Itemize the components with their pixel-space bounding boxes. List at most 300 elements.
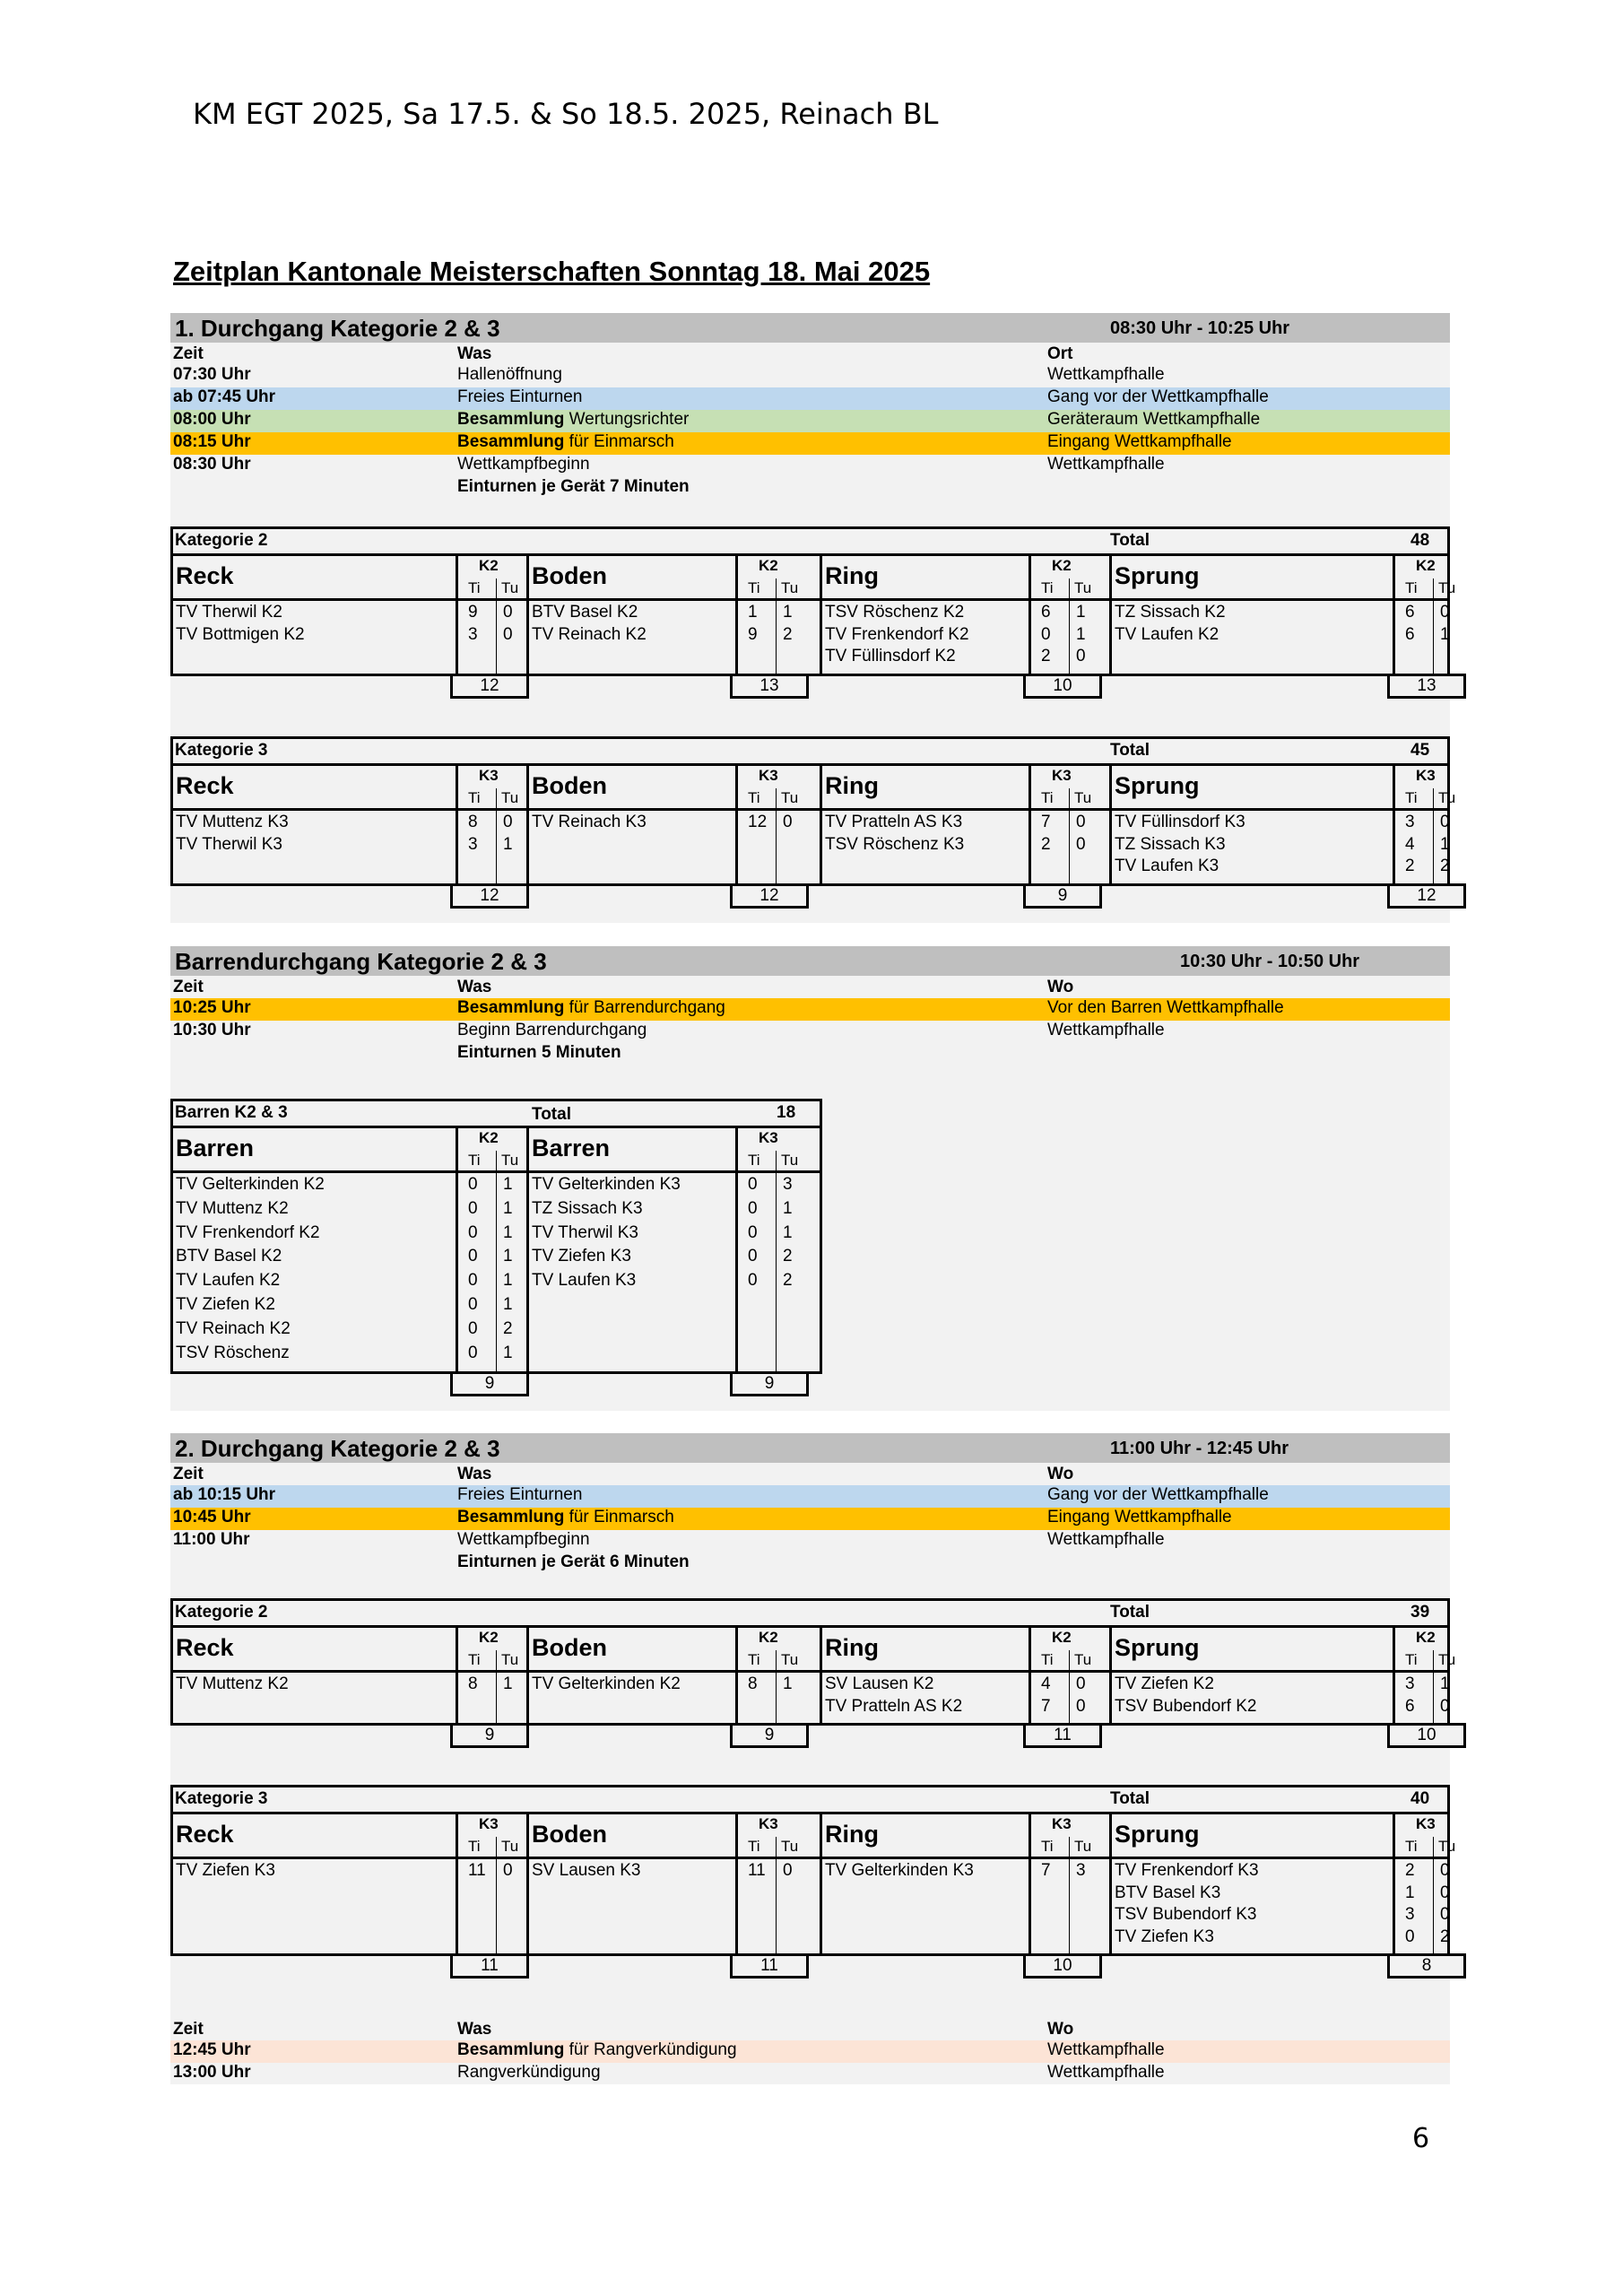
apparatus-sum-value: 11	[1054, 1726, 1072, 1744]
row-time: ab 10:15 Uhr	[173, 1485, 276, 1504]
divider	[735, 763, 738, 883]
schedule-row	[170, 410, 1450, 432]
team-ti: 11	[748, 1861, 766, 1880]
tu-label: Tu	[781, 1152, 799, 1169]
team-tu: 1	[503, 834, 513, 854]
section-1-panel	[170, 313, 1456, 923]
team-tu: 1	[1076, 603, 1086, 622]
team-ti: 4	[1405, 834, 1415, 854]
row-activity-text: für Rangverkündigung	[564, 2040, 737, 2059]
row-location: Eingang Wettkampfhalle	[1047, 432, 1232, 451]
apparatus-sum	[1387, 1953, 1466, 1979]
team-ti: 0	[1405, 1926, 1415, 1946]
divider	[173, 763, 1447, 766]
apparatus-category: K2	[1052, 1629, 1072, 1646]
team-tu: 1	[783, 1198, 793, 1218]
team-tu: 1	[783, 603, 793, 622]
apparatus-sum	[730, 883, 809, 909]
schedule-row	[170, 998, 1450, 1021]
row-time: 12:45 Uhr	[173, 2040, 251, 2059]
apparatus-name: Reck	[176, 1821, 234, 1848]
apparatus-sum	[450, 883, 529, 909]
section-time: 11:00 Uhr - 12:45 Uhr	[1110, 1439, 1289, 1458]
team-tu: 0	[1076, 813, 1086, 831]
row-time: 08:30 Uhr	[173, 455, 251, 474]
total-value: 45	[1410, 741, 1430, 760]
team-name: TV Reinach K2	[532, 624, 647, 644]
apparatus-name: Barren	[532, 1135, 611, 1161]
team-ti: 6	[1405, 624, 1415, 644]
divider	[173, 808, 1447, 811]
row-time: 10:25 Uhr	[173, 998, 251, 1017]
team-ti: 9	[748, 624, 758, 644]
divider	[820, 1625, 822, 1723]
team-ti: 0	[748, 1271, 758, 1291]
row-activity-text: Freies Einturnen	[457, 1485, 583, 1504]
team-ti: 0	[748, 1198, 758, 1218]
apparatus-category: K3	[479, 767, 499, 784]
team-tu: 1	[783, 1222, 793, 1242]
team-ti: 2	[1405, 1861, 1415, 1880]
schedule-row	[170, 1530, 1450, 1552]
apparatus-sum	[450, 1723, 529, 1748]
ti-label: Ti	[748, 1152, 760, 1169]
apparatus-name: Boden	[532, 562, 607, 589]
team-name: TSV Röschenz K2	[825, 603, 965, 622]
team-tu: 1	[503, 1222, 513, 1242]
team-ti: 9	[468, 603, 478, 622]
apparatus-sum	[1387, 674, 1466, 699]
apparatus-sum-value: 11	[760, 1956, 778, 1975]
team-name: TZ Sissach K3	[532, 1198, 643, 1218]
team-name: TV Laufen K3	[1115, 857, 1219, 875]
category-label: Kategorie 3	[175, 1789, 268, 1808]
apparatus-sum	[450, 674, 529, 699]
total-value: 39	[1410, 1603, 1430, 1622]
team-name: TV Ziefen K3	[1115, 1926, 1214, 1946]
schedule-row	[170, 2063, 1450, 2085]
divider	[496, 1837, 497, 1953]
document-header: KM EGT 2025, Sa 17.5. & So 18.5. 2025, Reinach BL	[193, 97, 939, 131]
team-ti: 7	[1041, 813, 1051, 831]
team-tu: 1	[503, 1343, 513, 1362]
row-location: Gang vor der Wettkampfhalle	[1047, 387, 1269, 406]
team-ti: 0	[748, 1222, 758, 1242]
team-name: TV Pratteln AS K2	[825, 1696, 963, 1716]
total-label: Total	[1110, 531, 1150, 550]
tu-label: Tu	[1074, 1838, 1092, 1855]
team-tu: 2	[783, 1271, 793, 1291]
team-name: TV Füllinsdorf K3	[1115, 813, 1245, 831]
divider	[496, 1650, 497, 1723]
apparatus-category: K2	[759, 1629, 778, 1646]
row-location: Wettkampfhalle	[1047, 455, 1165, 474]
divider	[735, 1812, 738, 1953]
row-activity-text: Hallenöffnung	[457, 365, 562, 384]
team-tu: 0	[1440, 1861, 1450, 1880]
total-label: Total	[1110, 1603, 1150, 1622]
row-activity-text: Freies Einturnen	[457, 387, 583, 406]
team-tu: 0	[503, 1861, 513, 1880]
team-name: TV Pratteln AS K3	[825, 813, 963, 831]
section-2-panel	[170, 946, 1450, 1411]
row-activity	[457, 455, 590, 474]
team-name: TV Therwil K3	[176, 834, 282, 854]
col-header-ort: Ort	[1047, 344, 1073, 363]
divider	[776, 1650, 777, 1723]
ti-label: Ti	[748, 1838, 760, 1855]
tu-label: Tu	[1074, 579, 1092, 596]
apparatus-table	[170, 1785, 1456, 1956]
apparatus-name: Sprung	[1115, 562, 1200, 589]
team-name: SV Lausen K2	[825, 1674, 934, 1693]
apparatus-sum-value: 10	[1053, 675, 1072, 695]
divider	[1109, 763, 1112, 883]
apparatus-sum-value: 13	[759, 675, 779, 695]
tu-label: Tu	[781, 1838, 799, 1855]
divider	[1069, 1837, 1070, 1953]
team-ti: 0	[748, 1247, 758, 1266]
ti-label: Ti	[748, 789, 760, 806]
section-band	[170, 946, 1450, 976]
team-ti: 0	[468, 1295, 478, 1314]
team-tu: 0	[503, 624, 513, 644]
team-tu: 0	[783, 1861, 793, 1880]
divider	[173, 553, 1447, 556]
divider	[173, 1670, 1447, 1673]
apparatus-sum	[1023, 674, 1102, 699]
ti-label: Ti	[468, 1838, 481, 1855]
schedule-row	[170, 432, 1450, 455]
ti-label: Ti	[1405, 1838, 1418, 1855]
apparatus-sum-value: 12	[480, 885, 499, 905]
divider	[496, 788, 497, 883]
team-ti: 2	[1041, 647, 1051, 665]
schedule-row	[170, 365, 1450, 387]
barren-label: Barren K2 & 3	[175, 1103, 288, 1122]
divider	[173, 1625, 1447, 1628]
team-tu: 0	[1076, 834, 1086, 854]
team-ti: 2	[1405, 857, 1415, 875]
barren-table	[170, 1099, 822, 1374]
team-tu: 0	[1440, 1905, 1450, 1924]
divider	[1109, 1812, 1112, 1953]
ti-label: Ti	[1405, 579, 1418, 596]
divider	[1069, 788, 1070, 883]
ti-label: Ti	[1405, 1651, 1418, 1668]
divider	[776, 1837, 777, 1953]
category-label: Kategorie 2	[175, 531, 268, 550]
apparatus-category: K3	[1416, 767, 1436, 784]
row-location: Wettkampfhalle	[1047, 2040, 1165, 2059]
col-header-was: Was	[457, 1465, 492, 1483]
team-ti: 8	[468, 1674, 478, 1693]
divider	[776, 788, 777, 883]
row-activity	[457, 1530, 590, 1550]
divider	[1028, 1625, 1031, 1723]
divider	[173, 1126, 820, 1128]
section-3-panel	[170, 1433, 1456, 2082]
apparatus-sum-value: 12	[480, 675, 499, 695]
apparatus-sum-value: 12	[1417, 885, 1436, 905]
row-activity	[457, 998, 725, 1018]
divider	[1028, 553, 1031, 674]
team-tu: 0	[1076, 1674, 1086, 1693]
apparatus-sum-value: 9	[484, 1726, 495, 1744]
team-tu: 0	[503, 813, 513, 831]
tu-label: Tu	[501, 579, 519, 596]
team-ti: 0	[468, 1343, 478, 1362]
divider	[526, 763, 529, 883]
team-tu: 1	[503, 1674, 513, 1693]
tu-label: Tu	[1438, 579, 1456, 596]
row-activity-text: für Barrendurchgang	[564, 998, 725, 1017]
apparatus-sum	[450, 1371, 529, 1396]
team-name: TV Füllinsdorf K2	[825, 647, 956, 665]
divider	[776, 1151, 777, 1371]
col-header-ort: Wo	[1047, 978, 1074, 996]
team-tu: 2	[1440, 857, 1450, 875]
team-ti: 0	[468, 1318, 478, 1338]
team-name: TV Ziefen K3	[176, 1861, 275, 1880]
section-band	[170, 313, 1450, 343]
team-tu: 0	[1440, 1696, 1450, 1716]
team-tu: 0	[503, 603, 513, 622]
apparatus-sum	[730, 674, 809, 699]
team-name: TV Muttenz K2	[176, 1198, 289, 1218]
row-activity	[457, 1485, 582, 1505]
team-name: BTV Basel K3	[1115, 1883, 1221, 1902]
divider	[1393, 1625, 1395, 1723]
row-time: ab 07:45 Uhr	[173, 387, 276, 406]
team-ti: 0	[1041, 624, 1051, 644]
apparatus-category: K3	[759, 1815, 778, 1832]
team-tu: 1	[503, 1198, 513, 1218]
team-name: TV Therwil K3	[532, 1222, 638, 1242]
row-time: 11:00 Uhr	[173, 1530, 250, 1549]
schedule-row	[170, 1485, 1450, 1508]
page-title: Zeitplan Kantonale Meisterschaften Sonntag 18. Mai 2025	[173, 256, 931, 287]
team-name: TV Therwil K2	[176, 603, 282, 622]
team-name: TV Muttenz K2	[176, 1674, 289, 1693]
tu-label: Tu	[501, 1838, 519, 1855]
divider	[173, 1812, 1447, 1814]
team-name: TV Gelterkinden K3	[532, 1175, 681, 1194]
team-name: TZ Sissach K3	[1115, 834, 1226, 854]
apparatus-sum-value: 10	[1417, 1726, 1436, 1744]
team-ti: 0	[468, 1271, 478, 1291]
tu-label: Tu	[1074, 1651, 1092, 1668]
section-title: Barrendurchgang Kategorie 2 & 3	[175, 948, 547, 975]
apparatus-name: Ring	[825, 1634, 879, 1661]
divider	[1433, 1837, 1434, 1953]
col-header-zeit: Zeit	[173, 978, 204, 996]
divider	[1028, 1812, 1031, 1953]
ti-label: Ti	[468, 1651, 481, 1668]
apparatus-table	[170, 736, 1456, 886]
row-time: 13:00 Uhr	[173, 2063, 251, 2082]
tu-label: Tu	[501, 789, 519, 806]
apparatus-sum-value: 9	[484, 1374, 495, 1394]
apparatus-name: Reck	[176, 562, 234, 589]
row-location: Wettkampfhalle	[1047, 2063, 1165, 2082]
col-header-was: Was	[457, 2020, 492, 2039]
row-activity	[457, 2063, 601, 2083]
divider	[1393, 763, 1395, 883]
row-time: 10:45 Uhr	[173, 1508, 251, 1526]
row-activity	[457, 1021, 647, 1040]
ti-label: Ti	[1041, 789, 1054, 806]
divider	[456, 1126, 458, 1371]
apparatus-table	[170, 1598, 1456, 1726]
team-ti: 2	[1041, 834, 1051, 854]
divider	[1433, 1650, 1434, 1723]
team-ti: 3	[1405, 1674, 1415, 1693]
section-4-panel	[170, 2018, 1450, 2084]
divider	[456, 1812, 458, 1953]
section-title: 1. Durchgang Kategorie 2 & 3	[175, 315, 500, 342]
row-activity-bold: Besammlung	[457, 1508, 565, 1526]
apparatus-sum-value: 9	[1057, 885, 1068, 905]
schedule-row	[170, 455, 1450, 477]
team-ti: 3	[1405, 1905, 1415, 1924]
apparatus-name: Ring	[825, 562, 879, 589]
schedule-row	[170, 2040, 1450, 2063]
ti-label: Ti	[1041, 1651, 1054, 1668]
divider	[526, 553, 529, 674]
apparatus-sum	[730, 1371, 809, 1396]
team-tu: 3	[1076, 1861, 1086, 1880]
ti-label: Ti	[468, 579, 481, 596]
schedule-row	[170, 387, 1450, 410]
tu-label: Tu	[501, 1152, 519, 1169]
total-value: 18	[777, 1103, 796, 1122]
apparatus-sum-value: 9	[764, 1726, 775, 1744]
row-location: Wettkampfhalle	[1047, 1021, 1165, 1039]
tu-label: Tu	[1438, 1838, 1456, 1855]
row-activity-bold: Besammlung	[457, 410, 565, 429]
team-name: TV Frenkendorf K3	[1115, 1861, 1259, 1880]
section-title: 2. Durchgang Kategorie 2 & 3	[175, 1435, 500, 1462]
row-location: Wettkampfhalle	[1047, 365, 1165, 384]
apparatus-sum-value: 8	[1421, 1956, 1432, 1975]
team-tu: 1	[1076, 624, 1086, 644]
divider	[1069, 578, 1070, 674]
team-tu: 1	[503, 1295, 513, 1314]
divider	[456, 553, 458, 674]
apparatus-sum-value: 12	[759, 885, 779, 905]
team-tu: 2	[783, 624, 793, 644]
team-name: TV Laufen K3	[532, 1271, 637, 1291]
row-time: 10:30 Uhr	[173, 1021, 251, 1039]
apparatus-sum	[1387, 1723, 1466, 1748]
divider	[526, 1126, 529, 1371]
total-label: Total	[1110, 1789, 1150, 1808]
team-name: TV Frenkendorf K2	[825, 624, 969, 644]
divider	[526, 1625, 529, 1723]
ti-label: Ti	[1041, 579, 1054, 596]
total-label: Total	[532, 1105, 571, 1124]
apparatus-category: K2	[759, 557, 778, 574]
apparatus-table	[170, 526, 1456, 676]
divider	[496, 578, 497, 674]
team-name: TV Ziefen K2	[176, 1295, 275, 1314]
team-name: TSV Bubendorf K2	[1115, 1696, 1257, 1716]
team-tu: 2	[783, 1247, 793, 1266]
row-location: Eingang Wettkampfhalle	[1047, 1508, 1232, 1526]
apparatus-sum-value: 13	[1417, 675, 1436, 695]
apparatus-name: Boden	[532, 1821, 607, 1848]
col-header-was: Was	[457, 978, 492, 996]
team-tu: 0	[783, 813, 793, 831]
team-ti: 6	[1041, 603, 1051, 622]
team-tu: 0	[1076, 1696, 1086, 1716]
tu-label: Tu	[501, 1651, 519, 1668]
apparatus-sum	[1023, 1953, 1102, 1979]
section-note: Einturnen je Gerät 7 Minuten	[457, 477, 690, 496]
col-header-zeit: Zeit	[173, 2020, 204, 2039]
team-tu: 1	[503, 1271, 513, 1291]
team-name: TV Muttenz K3	[176, 813, 289, 831]
row-time: 08:15 Uhr	[173, 432, 251, 451]
team-ti: 0	[468, 1222, 478, 1242]
section-band	[170, 1433, 1450, 1463]
team-ti: 7	[1041, 1861, 1051, 1880]
apparatus-name: Boden	[532, 1634, 607, 1661]
divider	[456, 763, 458, 883]
apparatus-name: Ring	[825, 1821, 879, 1848]
apparatus-category: K2	[479, 1629, 499, 1646]
divider	[735, 1625, 738, 1723]
apparatus-category: K3	[759, 1129, 778, 1146]
team-ti: 4	[1041, 1674, 1051, 1693]
team-ti: 0	[468, 1247, 478, 1266]
team-tu: 0	[1440, 1883, 1450, 1902]
row-activity-text: Wettkampfbeginn	[457, 1530, 590, 1549]
ti-label: Ti	[468, 1152, 481, 1169]
divider	[1109, 553, 1112, 674]
tu-label: Tu	[781, 1651, 799, 1668]
divider	[456, 1625, 458, 1723]
tu-label: Tu	[1074, 789, 1092, 806]
team-tu: 2	[503, 1318, 513, 1338]
row-time: 07:30 Uhr	[173, 365, 251, 384]
team-name: TV Bottmigen K2	[176, 624, 305, 644]
ti-label: Ti	[1041, 1838, 1054, 1855]
divider	[496, 1151, 497, 1371]
apparatus-name: Sprung	[1115, 772, 1200, 799]
col-header-ort: Wo	[1047, 1465, 1074, 1483]
apparatus-category: K2	[1416, 557, 1436, 574]
team-name: TZ Sissach K2	[1115, 603, 1226, 622]
team-name: TV Reinach K3	[532, 813, 647, 831]
team-tu: 1	[1440, 624, 1450, 644]
divider	[1433, 578, 1434, 674]
category-label: Kategorie 2	[175, 1603, 268, 1622]
col-header-zeit: Zeit	[173, 344, 204, 363]
row-activity-text: für Einmarsch	[564, 432, 674, 451]
section-note: Einturnen je Gerät 6 Minuten	[457, 1552, 690, 1571]
ti-label: Ti	[748, 579, 760, 596]
col-header-ort: Wo	[1047, 2020, 1074, 2039]
team-tu: 0	[1076, 647, 1086, 665]
divider	[173, 1857, 1447, 1859]
tu-label: Tu	[1438, 789, 1456, 806]
team-tu: 1	[503, 1247, 513, 1266]
apparatus-name: Sprung	[1115, 1634, 1200, 1661]
row-activity-text: Wettkampfbeginn	[457, 455, 590, 474]
divider	[735, 553, 738, 674]
